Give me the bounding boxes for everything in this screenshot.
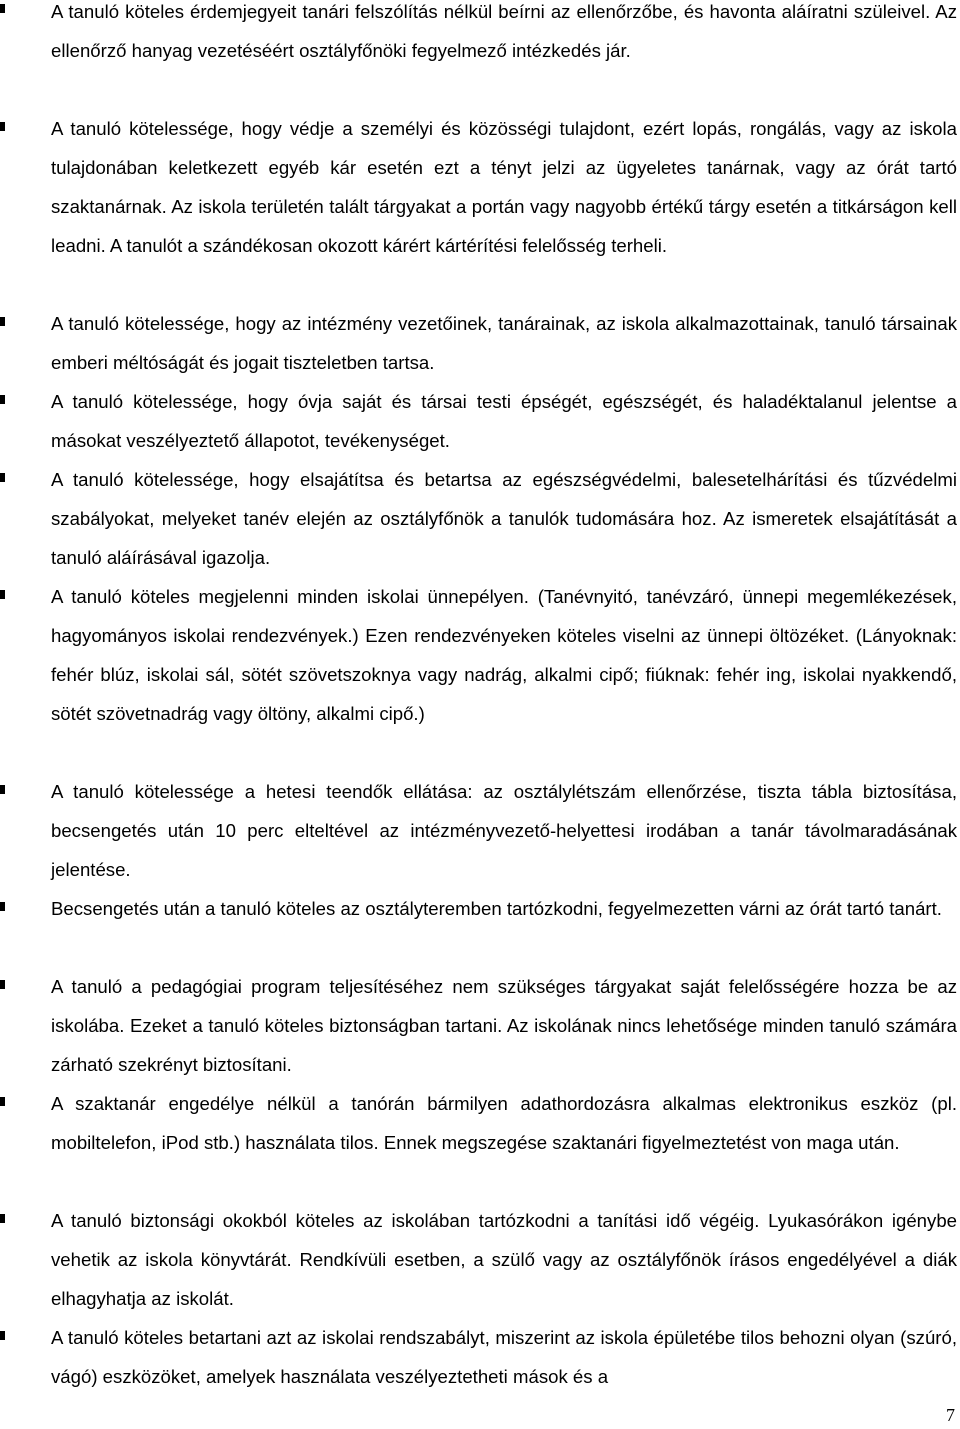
list-item: A tanuló a pedagógiai program teljesítéséhez nem szükséges tárgyakat saját felelősségére hozza be az iskolába. Ezeket a tanuló köteles biztonságban tartani. Az iskolának nincs lehetősége minden tanuló számára zárható szekrényt biztosítani. [51,976,957,1075]
bullet-icon [0,473,5,482]
list-item: A tanuló köteles érdemjegyeit tanári felszólítás nélkül beírni az ellenőrzőbe, és havonta aláíratni szüleivel. Az ellenőrző hanyag vezetéséért osztályfőnöki fegyelmező intézkedés jár. [51,1,957,61]
bullet-icon [0,122,5,131]
list-item: A tanuló kötelessége, hogy elsajátítsa és betartsa az egészségvédelmi, balesetelhárítási és tűzvédelmi szabályokat, melyeket tanév elején az osztályfőnök a tanulók tudomására hoz. Az ismeretek elsajátítását a tanuló aláírásával igazolja. [51,469,957,568]
bullet-icon [0,590,5,599]
bullet-icon [0,980,5,989]
bullet-icon [0,1214,5,1223]
bullet-icon [0,1097,5,1106]
bullet-icon [0,1331,5,1340]
list-item: A tanuló biztonsági okokból köteles az iskolában tartózkodni a tanítási idő végéig. Lyukasórákon igénybe vehetik az iskola könyvtárát. Rendkívüli esetben, a szülő vagy az osztályfőnök írásos engedélyével a diák elhagyhatja az iskolát. [51,1210,957,1309]
list-item: A tanuló kötelessége, hogy óvja saját és társai testi épségét, egészségét, és haladéktalanul jelentse a másokat veszélyeztető állapotot, tevékenységet. [51,391,957,451]
bullet-icon [0,902,5,911]
bullet-icon [0,785,5,794]
list-item: A tanuló kötelessége, hogy védje a személyi és közösségi tulajdont, ezért lopás, rongálás, vagy az iskola tulajdonában keletkezett egyéb kár esetén ezt a tényt jelzi az ügyeletes tanárnak, vagy az órát tartó szaktanárnak. Az iskola területén talált tárgyakat a portán vagy nagyobb értékű tárgy esetén a titkárságon kell leadni. A tanulót a szándékosan okozott kárért kártérítési felelősség terheli. [51,118,957,256]
list-item: Becsengetés után a tanuló köteles az osztályteremben tartózkodni, fegyelmezetten várni az órát tartó tanárt. [51,898,942,919]
list-item: A tanuló kötelessége, hogy az intézmény vezetőinek, tanárainak, az iskola alkalmazottainak, tanuló társainak emberi méltóságát és jogait tiszteletben tartsa. [51,313,957,373]
list-item: A tanuló kötelessége a hetesi teendők ellátása: az osztálylétszám ellenőrzése, tiszta tábla biztosítása, becsengetés után 10 perc elteltével az intézményvezető-helyettesi irodában a tanár távolmaradásának jelentése. [51,781,957,880]
bullet-icon [0,317,5,326]
bullet-icon [0,395,5,404]
list-item: A tanuló köteles megjelenni minden iskolai ünnepélyen. (Tanévnyitó, tanévzáró, ünnepi megemlékezések, hagyományos iskolai rendezvények.) Ezen rendezvényeken köteles viselni az ünnepi öltözéket. (Lányoknak: fehér blúz, iskolai sál, sötét szövetszoknya vagy nadrág, alkalmi cipő; fiúknak: fehér ing, iskolai nyakkendő, sötét szövetnadrág vagy öltöny, alkalmi cipő.) [51,586,957,724]
bullet-icon [0,4,5,13]
page-number: 7 [946,1405,955,1425]
list-item: A tanuló köteles betartani azt az iskolai rendszabályt, miszerint az iskola épületébe tilos behozni olyan (szúró, vágó) eszközöket, amelyek használata veszélyeztetheti mások és a [51,1327,957,1387]
list-item: A szaktanár engedélye nélkül a tanórán bármilyen adathordozásra alkalmas elektronikus eszköz (pl. mobiltelefon, iPod stb.) használata tilos. Ennek megszegése szaktanári figyelmeztetést von maga után. [51,1093,957,1153]
